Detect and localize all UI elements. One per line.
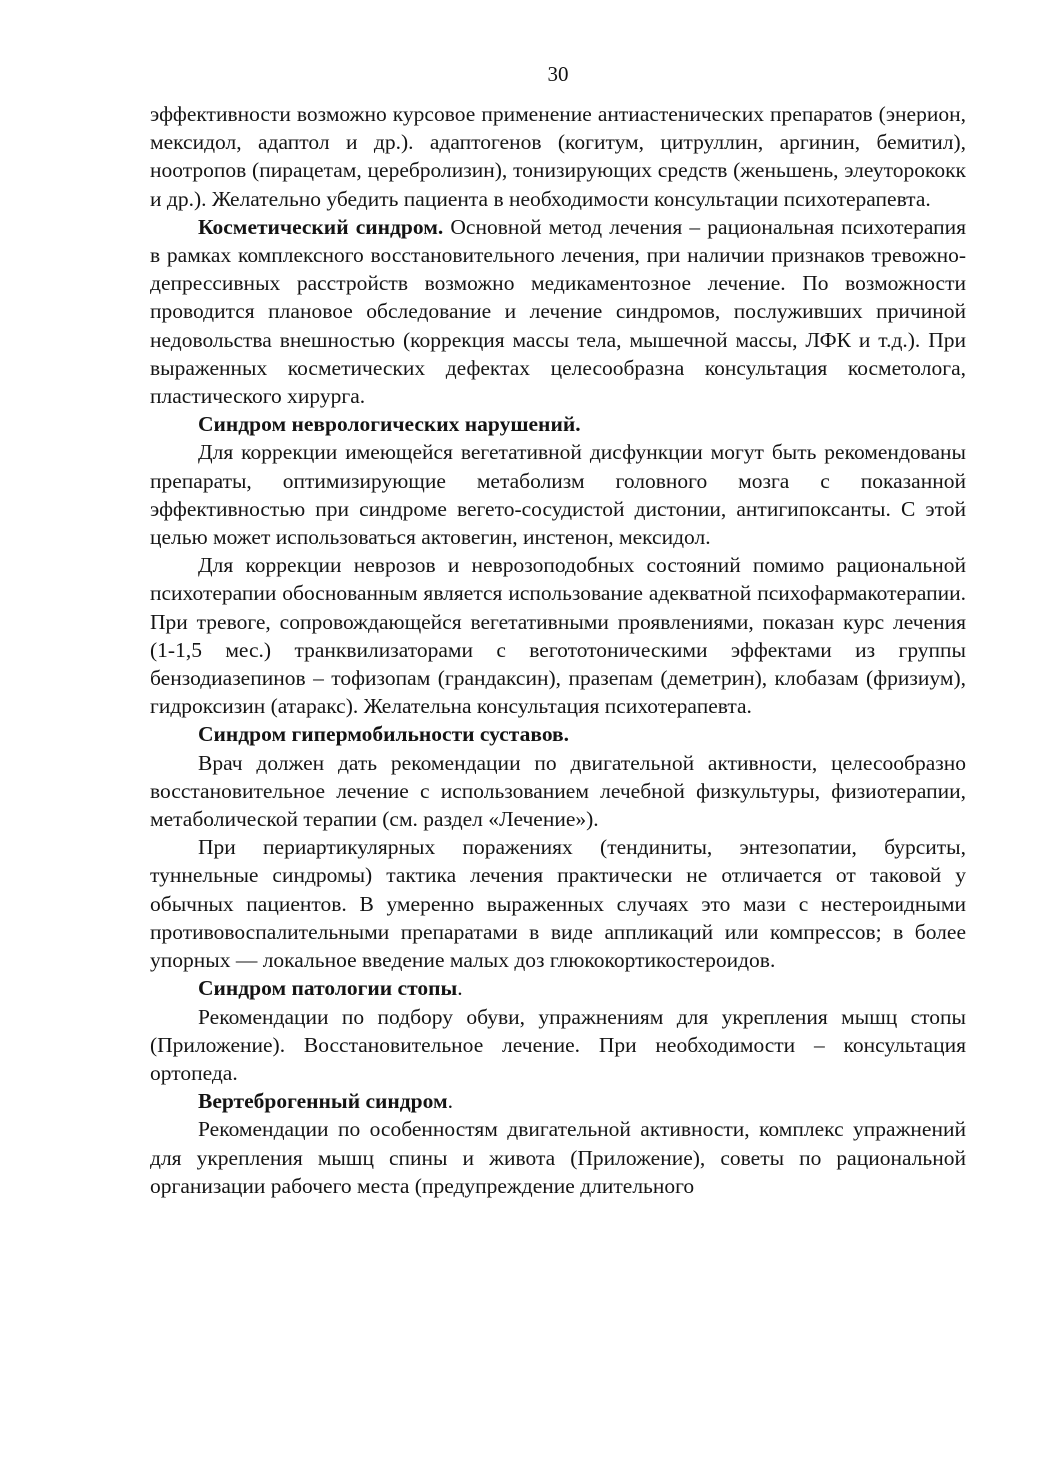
paragraph-text: . <box>457 976 463 1001</box>
paragraph-text: При периартикулярных поражениях (тендиниты, энтезопатии, бурситы, туннельные синдромы) тактика лечения практически не отличается от таковой у обычных пациентов. В умеренно выраженных случаях это мази с нестероидными противовоспалительными препаратами в виде аппликаций или компрессов; в более упорных — локальное введение малых доз глюкокортикостероидов. <box>150 835 966 973</box>
section-heading: Вертеброгенный синдром <box>198 1089 448 1114</box>
paragraph-text: Для коррекции неврозов и неврозоподобных состояний помимо рациональной психотерапии обоснованным является использование адекватной психофармакотерапии. При тревоге, сопровождающейся вегетативными проявлениями, показан курс лечения (1-1,5 мес.) транквилизаторами с вегототоническими эффектами из группы бензодиазепинов – тофизопам (грандаксин), празепам (деметрин), клобазам (фризиум), гидроксизин (атаракс). Желательна консультация психотерапевта. <box>150 553 966 719</box>
paragraph <box>150 213 966 410</box>
paragraph <box>150 410 966 438</box>
paragraph-text: Рекомендации по особенностям двигательной активности, комплекс упражнений для укрепления мышц спины и живота (Приложение), советы по рациональной организации рабочего места (предупреждение длительного <box>150 1117 966 1198</box>
paragraph <box>150 551 966 720</box>
paragraph <box>150 749 966 834</box>
section-heading: Синдром неврологических нарушений. <box>198 412 581 437</box>
paragraph <box>150 100 966 213</box>
section-heading: Синдром гипермобильности суставов. <box>198 722 570 747</box>
paragraph <box>150 1087 966 1115</box>
paragraph <box>150 833 966 974</box>
paragraph <box>150 1115 966 1200</box>
paragraph-text: . <box>447 1089 453 1114</box>
body-text <box>150 100 966 1200</box>
paragraph <box>150 438 966 551</box>
section-heading: Синдром патологии стопы <box>198 976 458 1001</box>
paragraph-text: Рекомендации по подбору обуви, упражнениям для укрепления мышц стопы (Приложение). Восстановительное лечение. При необходимости – консультация ортопеда. <box>150 1004 966 1085</box>
paragraph <box>150 720 966 748</box>
paragraph-text: эффективности возможно курсовое применение антиастенических препаратов (энерион, мексидол, адаптол и др.). адаптогенов (когитум, цитруллин, аргинин, бемитил), ноотропов (пирацетам, церебролизин), тонизирующих средств (женьшень, элеуторококк и др.). Желательно убедить пациента в необходимости консультации психотерапевта. <box>150 102 966 211</box>
section-heading: Косметический синдром. <box>198 214 444 239</box>
paragraph-text: Врач должен дать рекомендации по двигательной активности, целесообразно восстановительное лечение с использованием лечебной физкультуры, физиотерапии, метаболической терапии (см. раздел «Лечение»). <box>150 750 966 832</box>
paragraph <box>150 974 966 1002</box>
paragraph-text: Основной метод лечения – рациональная психотерапия в рамках комплексного восстановительного лечения, при наличии признаков тревожно-депрессивных расстройств возможно медикаментозное лечение. По возможности проводится плановое обследование и лечение синдромов, послуживших причиной недовольства внешностью (коррекция массы тела, мышечной массы, ЛФК и т.д.). При выраженных косметических дефектах целесообразна консультация косметолога, пластического хирурга. <box>150 214 966 409</box>
paragraph <box>150 1003 966 1088</box>
paragraph-text: Для коррекции имеющейся вегетативной дисфункции могут быть рекомендованы препараты, оптимизирующие метаболизм головного мозга с показанной эффективностью при синдроме вегето-сосудистой дистонии, антигипоксанты. С этой целью может использоваться актовегин, инстенон, мексидол. <box>150 440 966 550</box>
page-number: 30 <box>547 62 569 86</box>
